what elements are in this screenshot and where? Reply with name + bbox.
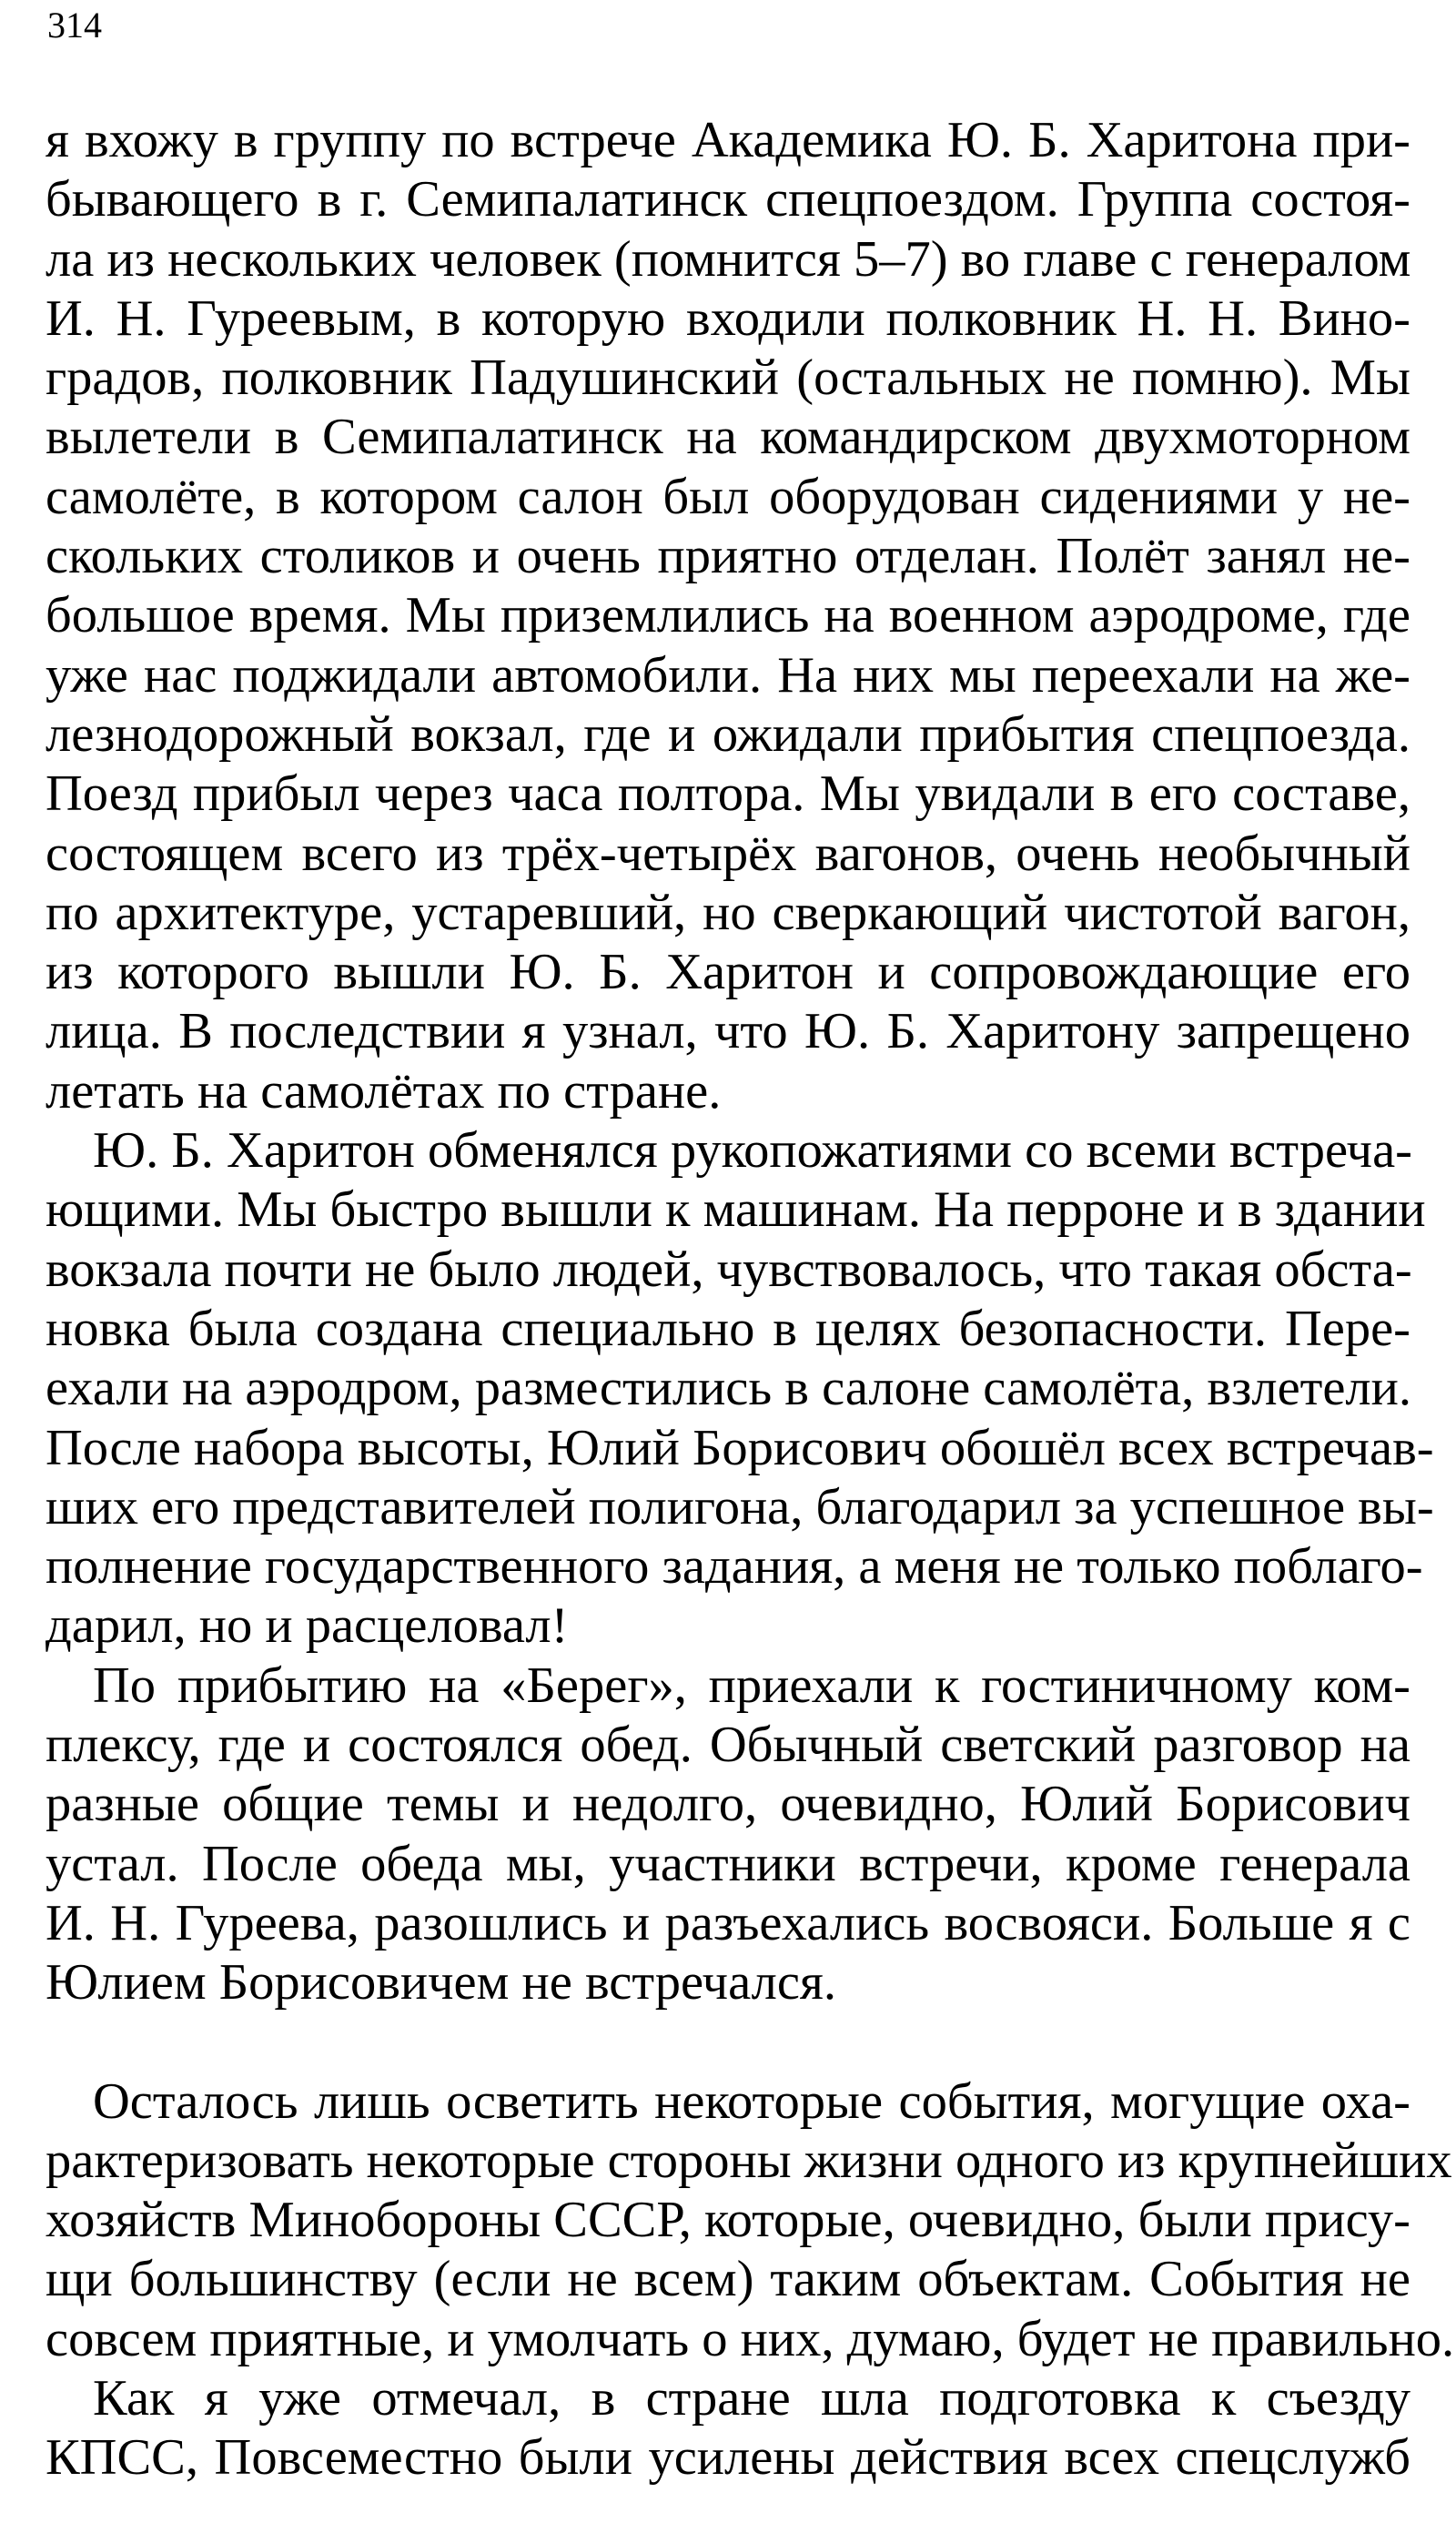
text-line: лезнодорожный вокзал, где и ожидали прибытия спецпоезда. <box>46 705 1410 763</box>
body-text <box>46 111 1455 2488</box>
text-line: ющими. Мы быстро вышли к машинам. На перроне и в здании <box>46 1181 1426 1239</box>
text-line: И. Н. Гуреевым, в которую входили полковник Н. Н. Вино- <box>46 289 1410 347</box>
page-number: 314 <box>47 5 102 46</box>
text-line: градов, полковник Падушинский (остальных не помню). Мы <box>46 350 1410 407</box>
text-line: рактеризовать некоторые стороны жизни одного из крупнейших <box>46 2132 1452 2189</box>
text-line: бывающего в г. Семипалатинск спецпоездом. Группа состоя- <box>46 171 1410 228</box>
text-line: лица. В последствии я узнал, что Ю. Б. Харитону запрещено <box>46 1003 1410 1060</box>
text-line: из которого вышли Ю. Б. Харитон и сопровождающие его <box>46 944 1410 1001</box>
text-line: ших его представителей полигона, благодарил за успешное вы- <box>46 1478 1434 1535</box>
text-line: вокзала почти не было людей, чувствовалось, что такая обста- <box>46 1241 1412 1298</box>
text-line: Как я уже отмечал, в стране шла подготовка к съезду <box>93 2369 1410 2427</box>
text-line: После набора высоты, Юлий Борисович обошёл всех встречав- <box>46 1419 1434 1476</box>
text-line: По прибытию на «Берег», приехали к гостиничному ком- <box>93 1657 1410 1714</box>
text-line: Поезд прибыл через часа полтора. Мы увидали в его составе, <box>46 765 1410 823</box>
text-line: ла из нескольких человек (помнится 5–7) во главе с генералом <box>46 230 1411 288</box>
text-line: новка была создана специально в целях безопасности. Пере- <box>46 1300 1410 1357</box>
text-line: Ю. Б. Харитон обменялся рукопожатиями со всеми встреча- <box>93 1122 1412 1180</box>
text-line: летать на самолётах по стране. <box>46 1062 722 1120</box>
text-line: устал. После обеда мы, участники встречи, кроме генерала <box>46 1835 1410 1892</box>
text-line: И. Н. Гуреева, разошлись и разъехались восвояси. Больше я с <box>46 1894 1410 1951</box>
text-line: плексу, где и состоялся обед. Обычный светский разговор на <box>46 1717 1410 1774</box>
text-line: Юлием Борисовичем не встречался. <box>46 1954 837 2011</box>
text-line: по архитектуре, устаревший, но сверкающий чистотой вагон, <box>46 884 1410 941</box>
paragraph <box>46 2072 1455 2369</box>
text-line: скольких столиков и очень приятно отделан. Полёт занял не- <box>46 528 1410 585</box>
text-line: дарил, но и расцеловал! <box>46 1597 569 1655</box>
text-line: щи большинству (если не всем) таким объектам. События не <box>46 2251 1410 2308</box>
text-line: КПСС, Повсеместно были усилены действия всех спецслужб <box>46 2429 1410 2487</box>
paragraph <box>46 1657 1410 2013</box>
text-line: ехали на аэродром, разместились в салоне самолёта, взлетели. <box>46 1360 1411 1417</box>
text-line: разные общие темы и недолго, очевидно, Юлий Борисович <box>46 1776 1410 1833</box>
paragraph <box>46 111 1410 1121</box>
paragraph <box>46 2369 1410 2488</box>
text-line: вылетели в Семипалатинск на командирском двухмоторном <box>46 409 1410 466</box>
paragraph <box>46 1121 1434 1657</box>
text-line: уже нас поджидали автомобили. На них мы переехали на же- <box>46 646 1410 704</box>
section-break <box>46 2013 1410 2072</box>
text-line: полнение государственного задания, а меня не только поблаго- <box>46 1538 1423 1596</box>
text-line: хозяйств Минобороны СССР, которые, очевидно, были прису- <box>46 2192 1410 2249</box>
text-line: Осталось лишь осветить некоторые события, могущие оха- <box>93 2072 1410 2130</box>
text-line: самолёте, в котором салон был оборудован сидениями у не- <box>46 468 1410 525</box>
text-line: я вхожу в группу по встрече Академика Ю. Б. Харитона при- <box>46 112 1410 168</box>
text-line: совсем приятные, и умолчать о них, думаю, будет не правильно. <box>46 2310 1455 2367</box>
text-line: большое время. Мы приземлились на военном аэродроме, где <box>46 587 1410 644</box>
text-line: состоящем всего из трёх-четырёх вагонов, очень необычный <box>46 825 1410 882</box>
